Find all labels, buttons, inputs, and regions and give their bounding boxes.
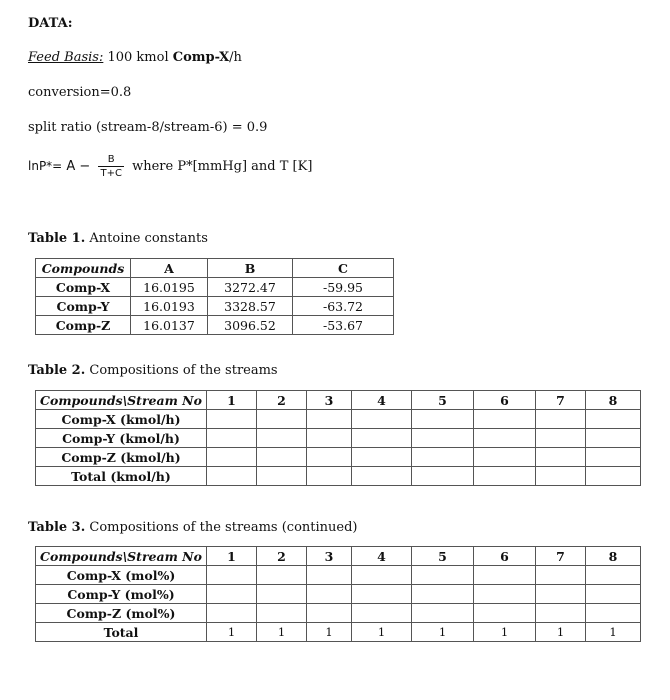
- header-stream-6: 6: [474, 547, 536, 566]
- table1-caption-text: Antoine constants: [89, 231, 208, 246]
- compound-name: Comp-X: [36, 278, 131, 297]
- total-cell: 1: [536, 623, 586, 642]
- header-compounds-stream: Compounds\Stream No: [36, 547, 207, 566]
- table-cell[interactable]: [207, 566, 257, 585]
- table-cell[interactable]: [536, 585, 586, 604]
- table-header-row: [36, 547, 641, 566]
- table-cell[interactable]: [207, 604, 257, 623]
- table-row: [36, 585, 641, 604]
- header-stream-1: 1: [207, 547, 257, 566]
- equation-numerator: B: [98, 153, 123, 167]
- table-cell[interactable]: [352, 604, 412, 623]
- table-cell[interactable]: [352, 566, 412, 585]
- header-stream-3: 3: [307, 547, 352, 566]
- header-b: B: [208, 259, 293, 278]
- table-cell[interactable]: [307, 429, 352, 448]
- value-a: 16.0195: [131, 278, 208, 297]
- table-cell[interactable]: [586, 604, 641, 623]
- value-b: 3328.57: [208, 297, 293, 316]
- table3-caption-text: Compositions of the streams (continued): [89, 520, 358, 535]
- table-cell[interactable]: [536, 467, 586, 486]
- table-cell[interactable]: [536, 604, 586, 623]
- header-a: A: [131, 259, 208, 278]
- table-cell[interactable]: [474, 604, 536, 623]
- table-cell[interactable]: [307, 410, 352, 429]
- data-heading: DATA:: [28, 16, 73, 31]
- table-cell[interactable]: [412, 604, 474, 623]
- header-stream-5: 5: [412, 547, 474, 566]
- table-cell[interactable]: [474, 585, 536, 604]
- table-row: [36, 316, 394, 335]
- value-c: -59.95: [293, 278, 394, 297]
- table-cell[interactable]: [257, 448, 307, 467]
- table2-caption-bold: Table 2.: [28, 363, 86, 378]
- table-row: [36, 410, 641, 429]
- table3-caption-bold: Table 3.: [28, 520, 86, 535]
- table-row: [36, 623, 641, 642]
- equation-fraction: [98, 153, 123, 180]
- header-stream-1: 1: [207, 391, 257, 410]
- total-cell: 1: [307, 623, 352, 642]
- table-cell[interactable]: [307, 604, 352, 623]
- value-a: 16.0193: [131, 297, 208, 316]
- table-cell[interactable]: [474, 467, 536, 486]
- table-cell[interactable]: [412, 566, 474, 585]
- equation-units: where P*[mmHg] and T [K]: [132, 159, 313, 174]
- table-row: [36, 297, 394, 316]
- table-cell[interactable]: [257, 566, 307, 585]
- row-label: Total: [36, 623, 207, 642]
- equation-lhs: lnP*=: [28, 159, 63, 173]
- feed-basis-label: Feed Basis:: [28, 50, 104, 65]
- table-row: [36, 566, 641, 585]
- table-cell[interactable]: [352, 467, 412, 486]
- header-stream-8: 8: [586, 547, 641, 566]
- table-cell[interactable]: [474, 566, 536, 585]
- header-c: C: [293, 259, 394, 278]
- header-stream-2: 2: [257, 391, 307, 410]
- table-cell[interactable]: [307, 467, 352, 486]
- equation-minus: −: [79, 159, 91, 174]
- table-cell[interactable]: [474, 448, 536, 467]
- header-compounds-stream: Compounds\Stream No: [36, 391, 207, 410]
- row-label: Comp-X (kmol/h): [36, 410, 207, 429]
- equation-denominator: T+C: [100, 168, 122, 179]
- table-cell[interactable]: [474, 429, 536, 448]
- row-label: Comp-Y (kmol/h): [36, 429, 207, 448]
- table-cell[interactable]: [352, 429, 412, 448]
- table-cell[interactable]: [257, 604, 307, 623]
- table-cell[interactable]: [586, 566, 641, 585]
- table-cell[interactable]: [586, 429, 641, 448]
- row-label: Comp-Z (kmol/h): [36, 448, 207, 467]
- table-cell[interactable]: [207, 448, 257, 467]
- table-cell[interactable]: [412, 467, 474, 486]
- row-label: Comp-Y (mol%): [36, 585, 207, 604]
- header-stream-8: 8: [586, 391, 641, 410]
- header-compounds: Compounds: [36, 259, 131, 278]
- table1-caption-bold: Table 1.: [28, 231, 86, 246]
- value-c: -53.67: [293, 316, 394, 335]
- table-row: [36, 448, 641, 467]
- stream-kmol-table: [35, 390, 641, 486]
- table-cell[interactable]: [536, 448, 586, 467]
- stream-molpct-table: [35, 546, 641, 642]
- total-cell: 1: [586, 623, 641, 642]
- value-b: 3096.52: [208, 316, 293, 335]
- table-cell[interactable]: [536, 429, 586, 448]
- value-a: 16.0137: [131, 316, 208, 335]
- total-cell: 1: [207, 623, 257, 642]
- table-cell[interactable]: [207, 410, 257, 429]
- table-cell[interactable]: [352, 448, 412, 467]
- header-stream-4: 4: [352, 391, 412, 410]
- table-cell[interactable]: [307, 585, 352, 604]
- header-stream-7: 7: [536, 391, 586, 410]
- table3-caption: [28, 520, 358, 535]
- total-cell: 1: [412, 623, 474, 642]
- table1-caption: [28, 231, 208, 246]
- table-cell[interactable]: [257, 429, 307, 448]
- total-cell: 1: [474, 623, 536, 642]
- table-cell[interactable]: [352, 585, 412, 604]
- table-row: [36, 429, 641, 448]
- table-cell[interactable]: [586, 467, 641, 486]
- table-cell[interactable]: [586, 585, 641, 604]
- header-stream-7: 7: [536, 547, 586, 566]
- table-cell[interactable]: [586, 410, 641, 429]
- table2-caption: [28, 363, 278, 378]
- table-cell[interactable]: [257, 585, 307, 604]
- value-b: 3272.47: [208, 278, 293, 297]
- antoine-equation: [28, 153, 312, 180]
- antoine-table: [35, 258, 394, 335]
- compound-name: Comp-Z: [36, 316, 131, 335]
- row-label: Comp-Z (mol%): [36, 604, 207, 623]
- table-cell[interactable]: [307, 566, 352, 585]
- compound-name: Comp-Y: [36, 297, 131, 316]
- table-cell[interactable]: [412, 585, 474, 604]
- feed-component: Comp-X: [172, 50, 230, 65]
- header-stream-3: 3: [307, 391, 352, 410]
- table-cell[interactable]: [207, 467, 257, 486]
- table-cell[interactable]: [257, 467, 307, 486]
- table-row: [36, 604, 641, 623]
- equation-a: A: [66, 159, 76, 174]
- table-cell[interactable]: [412, 410, 474, 429]
- header-stream-6: 6: [474, 391, 536, 410]
- table-cell[interactable]: [586, 448, 641, 467]
- total-cell: 1: [352, 623, 412, 642]
- table-cell[interactable]: [307, 448, 352, 467]
- feed-amount: 100 kmol: [107, 50, 169, 65]
- split-ratio-line: split ratio (stream-8/stream-6) = 0.9: [28, 120, 268, 135]
- table2-caption-text: Compositions of the streams: [89, 363, 278, 378]
- conversion-line: conversion=0.8: [28, 85, 132, 100]
- table-row: [36, 278, 394, 297]
- table-cell[interactable]: [474, 410, 536, 429]
- header-stream-5: 5: [412, 391, 474, 410]
- value-c: -63.72: [293, 297, 394, 316]
- header-stream-4: 4: [352, 547, 412, 566]
- total-cell: 1: [257, 623, 307, 642]
- table-cell[interactable]: [257, 410, 307, 429]
- table-cell[interactable]: [536, 566, 586, 585]
- feed-basis-line: [28, 50, 242, 65]
- table-cell[interactable]: [207, 429, 257, 448]
- table-cell[interactable]: [536, 410, 586, 429]
- table-cell[interactable]: [207, 585, 257, 604]
- table-cell[interactable]: [412, 448, 474, 467]
- row-label: Total (kmol/h): [36, 467, 207, 486]
- row-label: Comp-X (mol%): [36, 566, 207, 585]
- table-cell[interactable]: [352, 410, 412, 429]
- table-header-row: [36, 391, 641, 410]
- table-row: [36, 467, 641, 486]
- feed-unit: /h: [229, 50, 242, 65]
- table-header-row: [36, 259, 394, 278]
- header-stream-2: 2: [257, 547, 307, 566]
- table-cell[interactable]: [412, 429, 474, 448]
